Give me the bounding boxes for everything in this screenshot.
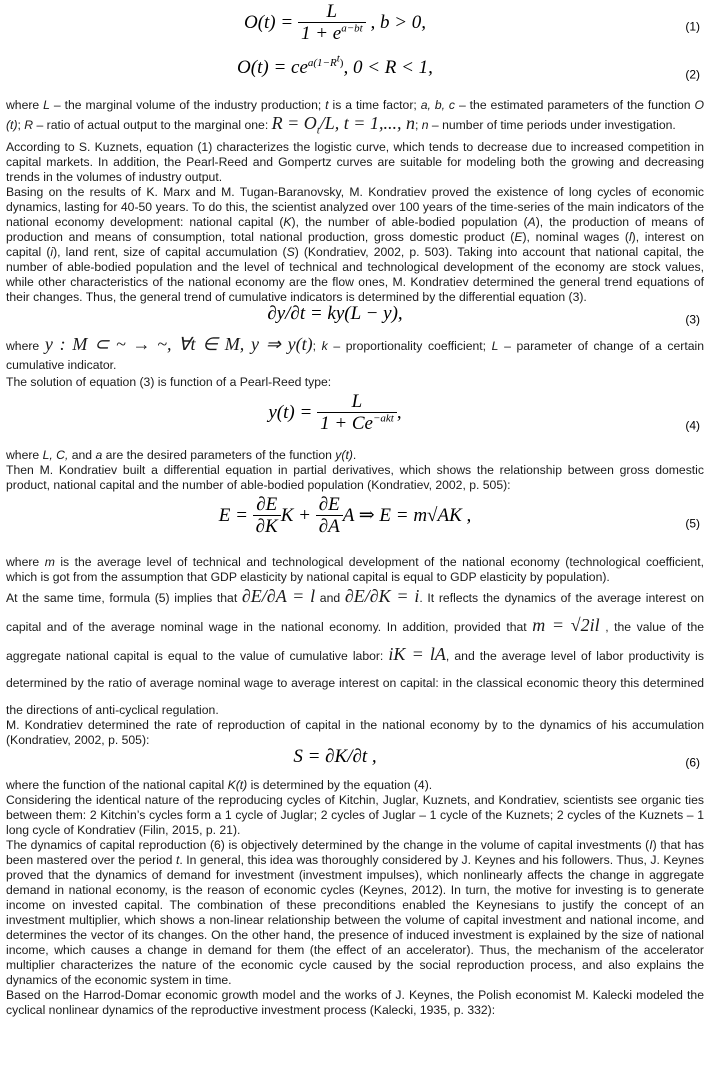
eq1-numerator: L — [298, 2, 366, 23]
paragraph-7: Then M. Kondratiev built a differential equation in partial derivatives, which shows the relationship between gross domestic product, national capital and the number of able-bodied population (Kondratiev, 2002, p. 505): — [6, 462, 704, 492]
para9-formula-2: ∂E/∂K = i — [344, 585, 420, 606]
eq1-exponent: a−bt — [341, 22, 363, 35]
paragraph-10: M. Kondratiev determined the rate of reproduction of capital in the national economy by to the dynamics of his accumulation (Kondratiev, 2002, p. 505): — [6, 717, 704, 747]
paragraph-1: where L – the marginal volume of the industry production; t is a time factor; a, b, c – the estimated parameters of the function O (t); R – ratio of actual output to the marginal one: $R = O_t/L$, t = 1,..., n; n – number of time periods under investigation. — [6, 98, 704, 137]
paragraph-13: The dynamics of capital reproduction (6) is objectively determined by the change in the volume of capital investments (I) that has been mastered over the period t. In general, this idea was thoroughly considered by J. Keynes and his followers. Thus, J. Keynes proved that the dynamics of demand for investment (investment impulses), which nonlinearly affects the change in aggregate demand in national economy, is the reason of economic cycles (Keynes, 2012). In turn, the motive for investing is to generate income on invested capital. The combination of these preconditions enabled the Keynesians to justify the concept of an investment multiplier, which shows a non-linear relationship between the volume of capital investment and national income, and determines the vector of its changes. On the other hand, the presence of induced investment is explained by the size of national income, which causes a change in demand for them (the effect of an accelerator). Thus, the mechanism of the accelerator multiplier characterizes the nature of the economic cycle caused by the social reproduction process, and also explains the dynamics of the economic system in time. — [6, 837, 704, 987]
eq4-label: (4) — [685, 418, 700, 433]
eq4-denominator: 1 + Ce — [320, 412, 373, 434]
eq5-rhs: A ⇒ E = m√AK , — [342, 504, 472, 526]
eq5-fraction-2: $\frac{\partial E}{\partial A}$ — [316, 495, 343, 538]
equation-2 — [6, 54, 704, 96]
eq1-fraction — [298, 2, 366, 45]
eq2-exponent-sup: t — [336, 52, 340, 65]
paragraph-3: Basing on the results of K. Marx and M. Tugan-Baranovsky, M. Kondratiev proved the existence of long cycles of economic dynamics, lasting for 40-50 years. To do this, the scientist analyzed over 100 years of the time-series of the main indicators of the national economy development: national capital (K), the number of able-bodied population (A), the production of means of production and means of consumption, total national production, gross domestic product (E), nominal wages (l), interest on capital (i), land rent, size of capital accumulation (S) (Kondratiev, 2002, p. 503). Taking into account that national capital, the number of able-bodied population and the level of technical and technological development of the economy are stock values, while other characteristics of the national economy are the flow ones, M. Kondratiev determined the general trend equations of their changes. Thus, the general trend of cumulative indicators is determined by the differential equation (3). — [6, 184, 704, 304]
equation-3 — [6, 302, 704, 335]
eq1-lhs: O(t) = — [243, 11, 294, 33]
equation-5 — [6, 493, 704, 555]
eq4-end: , — [396, 401, 402, 423]
eq2-exponent-end: ) — [339, 56, 344, 69]
eq2-label: (2) — [685, 67, 700, 82]
paragraph-6: where L, C, and a are the desired parameters of the function y(t). — [6, 447, 357, 462]
eq5-lhs: E = — [218, 504, 248, 526]
paragraph-12: Considering the identical nature of the reproducing cycles of Kitchin, Juglar, Kuznets, and Kondratiev, scientists see organic ties between them: 2 Kitchin’s cycles form a 1 cycle of Juglar; 2 cycles of Juglar – 1 cycle of the Kuznets; 2 cycles of the Kuznets – 1 long cycle of Kondratiev (Filin, 2015, p. 21). — [6, 792, 704, 837]
paragraph-5: The solution of equation (3) is function of a Pearl-Reed type: — [6, 374, 332, 389]
eq2-lhs: O(t) = ce — [237, 57, 308, 79]
equation-4 — [6, 390, 704, 448]
paragraph-9: At the same time, formula (5) implies that ∂E/∂A = l and ∂E/∂K = i. It reflects the dynamics of the average interest on capital and of the average nominal wage in the national economy. In addition, provided that m = √2il , the value of the aggregate national capital is equal to the value of cumulative labor: iK = lA, and the average level of labor productivity is determined by the ratio of average nominal wage to average interest on capital: in the classical economic theory this determined the directions of anti-cyclical regulation. — [6, 585, 704, 717]
para9-formula-1: ∂E/∂A = l — [241, 585, 316, 606]
eq3-body: ∂y/∂t = ky(L − y), — [267, 302, 403, 324]
eq6-label: (6) — [685, 755, 700, 770]
eq4-fraction — [317, 392, 397, 435]
eq4-numerator: L — [317, 392, 397, 413]
eq4-exponent: −akt — [373, 412, 394, 425]
equation-6 — [6, 745, 704, 778]
eq6-body: S = ∂K/∂t , — [293, 745, 377, 767]
para4-formula: y : M ⊂ ~ → ~, ∀t ∈ M, y ⇒ y(t) — [44, 333, 313, 354]
eq2-exponent: a(1−R — [307, 56, 337, 69]
paragraph-11: where the function of the national capital K(t) is determined by the equation (4). — [6, 777, 433, 792]
eq3-label: (3) — [685, 312, 700, 327]
paper-page — [6, 0, 704, 1018]
para9-formula-4: iK = lA — [388, 643, 446, 664]
eq5-fraction-1: $\frac{\partial E}{\partial K}$ — [253, 495, 281, 538]
eq4-lhs: y(t) = — [268, 401, 313, 423]
eq5-mid: K + — [280, 504, 311, 526]
eq1-denominator: 1 + e — [300, 23, 342, 44]
paragraph-4: where y : M ⊂ ~ → ~, ∀t ∈ M, y ⇒ y(t); k – proportionality coefficient; L – parameter of change of a certain cumulative indicator. — [6, 333, 704, 372]
eq5-label: (5) — [685, 516, 700, 531]
equation-1 — [6, 0, 704, 54]
eq1-condition: , b > 0, — [370, 11, 427, 33]
eq2-condition: , 0 < R < 1, — [343, 57, 433, 79]
para9-formula-3: m = √2il — [532, 614, 600, 635]
paragraph-14: Based on the Harrod-Domar economic growth model and the works of J. Keynes, the Polish economist M. Kalecki modeled the cyclical nonlinear dynamics of the reproductive investment process (Kalecki, 1935, p. 332): — [6, 987, 704, 1017]
para1-formula: $R = O_t/L$, t = 1,..., n — [271, 113, 415, 137]
paragraph-8: where m is the average level of technical and technological development of the national economy (technological coefficient, which is got from the assumption that GDP elasticity by national capital is equal to GDP elasticity by population). — [6, 554, 704, 584]
eq1-label: (1) — [685, 19, 700, 34]
paragraph-2: According to S. Kuznets, equation (1) characterizes the logistic curve, which tends to decrease due to increased competition in capital markets. In addition, the Pearl-Reed and Gompertz curves are suitable for modeling both the growing and decreasing trends in the volumes of industry output. — [6, 139, 704, 184]
